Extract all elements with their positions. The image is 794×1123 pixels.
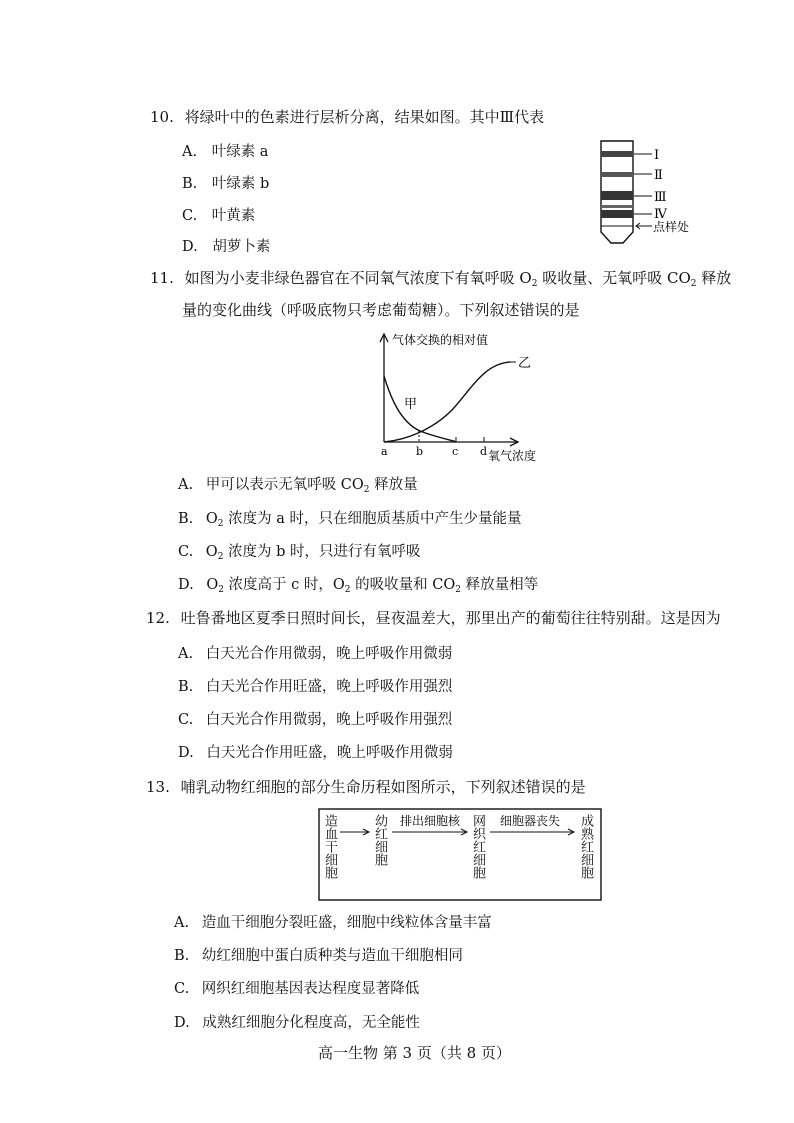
q10-option-c[interactable] xyxy=(182,204,255,225)
q12-option-d[interactable] xyxy=(178,741,453,762)
option-text: 白天光合作用旺盛，晚上呼吸作用微弱 xyxy=(206,745,453,761)
q13-option-b[interactable] xyxy=(174,944,463,965)
q11-option-c[interactable] xyxy=(178,540,421,562)
option-letter: B. xyxy=(178,511,194,527)
q13-stem xyxy=(146,776,586,797)
option-letter: A. xyxy=(178,477,194,493)
q13-option-a[interactable] xyxy=(174,911,492,932)
page-footer: 高一生物 第 3 页（共 8 页） xyxy=(318,1044,511,1062)
option-text: 幼红细胞中蛋白质种类与造血干细胞相同 xyxy=(201,948,463,964)
y-axis-label: 气体交换的相对值 xyxy=(392,333,489,347)
arrow-label-enucleation: 排出细胞核 xyxy=(400,814,461,828)
pigment-band-2 xyxy=(601,172,633,177)
option-letter: A. xyxy=(174,915,190,931)
chromatography-figure xyxy=(596,138,706,246)
subscript: 2 xyxy=(531,279,538,289)
q11-stem-part: 释放 xyxy=(696,269,732,287)
option-letter: A. xyxy=(182,144,198,160)
option-letter: B. xyxy=(182,176,198,192)
q10-option-b[interactable] xyxy=(182,172,269,193)
curve-label-jia: 甲 xyxy=(404,397,418,412)
option-text: 释放量相等 xyxy=(460,577,539,593)
arrow-label-organelle-loss: 细胞器丧失 xyxy=(500,814,561,828)
subscript: 2 xyxy=(344,585,351,595)
option-letter: C. xyxy=(182,208,198,224)
q12-option-b[interactable] xyxy=(178,675,452,696)
subscript: 2 xyxy=(690,279,697,289)
q11-option-d[interactable] xyxy=(178,573,538,595)
q11-stem-part: 吸收量、无氧呼吸 CO xyxy=(537,269,691,287)
stage-hsc-vertical: 造血干细胞 xyxy=(322,814,337,879)
band-label-3: Ⅲ xyxy=(654,190,667,205)
option-text: 浓度为 b 时，只进行有氧呼吸 xyxy=(223,544,421,560)
option-letter: C. xyxy=(178,544,194,560)
option-text: 叶绿素 a xyxy=(211,144,269,160)
option-letter: D. xyxy=(182,239,198,255)
option-text: 浓度为 a 时，只在细胞质基质中产生少量能量 xyxy=(223,511,522,527)
option-text: 网织红细胞基因表达程度显著降低 xyxy=(201,981,420,997)
option-text: 浓度高于 c 时，O xyxy=(223,577,345,593)
x-tick-d: d xyxy=(480,445,488,458)
q13-stem-text: 哺乳动物红细胞的部分生命历程如图所示，下列叙述错误的是 xyxy=(180,778,586,796)
option-letter: B. xyxy=(178,679,194,695)
band-label-1: Ⅰ xyxy=(654,148,660,163)
q11-stem-line1 xyxy=(150,267,731,289)
stage-erythroblast: 幼红细胞 xyxy=(372,814,387,866)
stage-mature-rbc: 成熟红细胞 xyxy=(578,814,593,879)
q12-number: 12. xyxy=(146,609,170,627)
pigment-band-1 xyxy=(601,151,633,157)
q11-number: 11. xyxy=(150,269,174,287)
x-tick-a: a xyxy=(381,445,388,458)
option-text: 胡萝卜素 xyxy=(212,239,271,255)
option-letter: C. xyxy=(178,712,194,728)
stage-reticulocyte: 网织红细胞 xyxy=(470,814,485,879)
option-letter: D. xyxy=(178,745,194,761)
q13-number: 13. xyxy=(146,778,170,796)
band-label-2: Ⅱ xyxy=(654,168,663,183)
q11-option-b[interactable] xyxy=(178,507,521,529)
option-text: O xyxy=(205,544,218,560)
q10-stem-text: 将绿叶中的色素进行层析分离，结果如图。其中Ⅲ代表 xyxy=(184,108,545,126)
q12-stem xyxy=(146,607,721,628)
option-text: 叶黄素 xyxy=(211,208,256,224)
option-text: 释放量 xyxy=(369,477,418,493)
q13-option-c[interactable] xyxy=(174,977,419,998)
band-label-4: Ⅳ xyxy=(654,207,667,222)
q13-option-d[interactable] xyxy=(174,1011,420,1032)
q10-option-a[interactable] xyxy=(182,140,268,161)
option-letter: A. xyxy=(178,646,194,662)
option-text: 叶绿素 b xyxy=(211,176,270,192)
option-text: 白天光合作用旺盛，晚上呼吸作用强烈 xyxy=(205,679,453,695)
option-letter: B. xyxy=(174,948,190,964)
option-text: 白天光合作用微弱，晚上呼吸作用微弱 xyxy=(205,646,453,662)
q11-stem-part: 如图为小麦非绿色器官在不同氧气浓度下有氧呼吸 O xyxy=(184,269,532,287)
option-text: 造血干细胞分裂旺盛，细胞中线粒体含量丰富 xyxy=(201,915,492,931)
option-text: 白天光合作用微弱，晚上呼吸作用强烈 xyxy=(205,712,453,728)
option-letter: D. xyxy=(178,577,194,593)
pigment-band-4 xyxy=(601,210,633,218)
option-text: O xyxy=(206,577,219,593)
q11-chart xyxy=(360,330,560,466)
subscript: 2 xyxy=(363,485,370,495)
q12-stem-text: 吐鲁番地区夏季日照时间长，昼夜温差大，那里出产的葡萄往往特别甜。这是因为 xyxy=(180,609,721,627)
subscript: 2 xyxy=(217,519,224,529)
x-tick-c: c xyxy=(452,445,459,458)
q12-option-c[interactable] xyxy=(178,708,452,729)
option-letter: C. xyxy=(174,981,190,997)
curve-yi xyxy=(384,362,510,442)
x-tick-b: b xyxy=(416,445,424,458)
red-cell-lifecycle-diagram xyxy=(318,808,602,902)
origin-label: 点样处 xyxy=(653,220,690,234)
option-text: O xyxy=(205,511,218,527)
subscript: 2 xyxy=(217,552,224,562)
q11-option-a[interactable] xyxy=(178,473,418,495)
q10-number: 10. xyxy=(150,108,174,126)
x-axis-label: 氧气浓度 xyxy=(488,449,537,463)
q12-option-a[interactable] xyxy=(178,642,452,663)
curve-label-yi: 乙 xyxy=(518,356,532,371)
subscript: 2 xyxy=(218,585,224,595)
option-text: 的吸收量和 CO xyxy=(350,577,456,593)
q10-option-d[interactable] xyxy=(182,235,270,256)
pigment-band-3 xyxy=(601,191,633,200)
q11-stem-line2: 量的变化曲线（呼吸底物只考虑葡萄糖）。下列叙述错误的是 xyxy=(182,301,580,319)
option-text: 甲可以表示无氧呼吸 CO xyxy=(205,477,364,493)
option-text: 成熟红细胞分化程度高，无全能性 xyxy=(202,1015,420,1031)
subscript: 2 xyxy=(455,585,461,595)
option-letter: D. xyxy=(174,1015,190,1031)
q10-stem xyxy=(150,106,544,127)
